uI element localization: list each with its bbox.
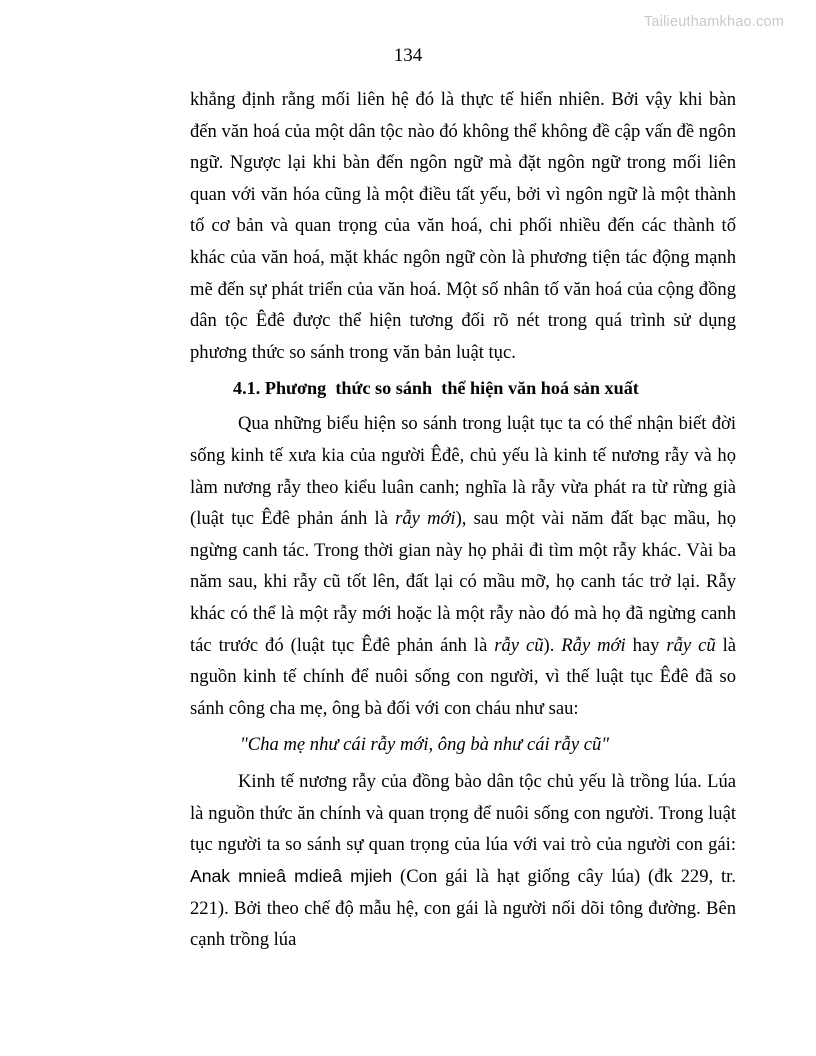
paragraph-text-run: ), sau một vài năm đất bạc mầu, họ ngừng canh tác. Trong thời gian này họ phải đi tìm một rẫy khác. Vài ba năm sau, khi rẫy cũ tốt lên, đất lại có mầu mỡ, họ canh tác trở lại. Rẫy khác có thể là một rẫy mới hoặc là một rẫy nào đó mà họ đã ngừng canh tác trước đó (luật tục Êđê phản ánh là <box>190 508 737 656</box>
watermark-text: Tailieuthamkhao.com <box>643 14 784 30</box>
paragraph-text-run: là nguồn kinh tế chính để nuôi sống con người, vì thế luật tục Êđê đã so sánh công cha mẹ, ông bà đối với con cháu như sau: <box>190 634 736 719</box>
italic-term-ray-cu-2: rẫy cũ <box>666 634 716 656</box>
paragraph-text-run: (Con gái là hạt giống cây lúa) (đk 229, tr. 221). Bởi theo chế độ mẫu hệ, con gái là người nối dõi tông đường. Bên cạnh trồng lúa <box>190 866 736 951</box>
italic-term-ray-moi-2: Rẫy mới <box>561 634 626 656</box>
paragraph-text-run: ). <box>543 634 562 656</box>
section-heading-4-1: 4.1. Phương thức so sánh thể hiện văn hoá sản xuất <box>233 378 639 399</box>
ede-language-term: Anak mnieâ mdieâ mjieh <box>190 866 393 887</box>
paragraph-text-run: Qua những biểu hiện so sánh trong luật tục ta có thể nhận biết đời sống kinh tế xưa kia của người Êđê, chủ yếu là kinh tế nương rẫy và họ làm nương rẫy theo kiểu luân canh; nghĩa là rẫy vừa phát ra từ rừng già (luật tục Êđê phản ánh là <box>190 413 736 530</box>
italic-term-ray-moi-1: rẫy mới <box>395 508 456 530</box>
block-quotation-proverb: "Cha mẹ như cái rẫy mới, ông bà như cái rẫy cũ" <box>240 734 610 756</box>
paragraph-text-run: Kinh tế nương rẫy của đồng bào dân tộc chủ yếu là trồng lúa. Lúa là nguồn thức ăn chính và quan trọng để nuôi sống con người. Trong luật tục người ta so sánh sự quan trọng của lúa với vai trò của người con gái: <box>190 771 736 856</box>
paragraph-continuation: khẳng định rằng mối liên hệ đó là thực tế hiển nhiên. Bởi vậy khi bàn đến văn hoá của một dân tộc nào đó không thể không đề cập vấn đề ngôn ngữ. Ngược lại khi bàn đến ngôn ngữ mà đặt ngôn ngữ trong mối liên quan với văn hóa cũng là một điều tất yếu, bởi vì ngôn ngữ là một thành tố cơ bản và quan trọng của văn hoá, chi phối nhiều đến các thành tố khác của văn hoá, mặt khác ngôn ngữ còn là phương tiện tác động mạnh mẽ đến sự phát triển của văn hoá. Một số nhân tố văn hoá của cộng đồng dân tộc Êđê được thể hiện tương đối rõ nét trong quá trình sử dụng phương thức so sánh trong văn bản luật tục. <box>190 89 736 363</box>
paragraph-text-run: hay <box>625 634 667 656</box>
page-number: 134 <box>393 45 423 66</box>
paragraph-swidden-economy <box>190 408 736 724</box>
italic-term-ray-cu-1: rẫy cũ <box>494 634 544 656</box>
page-body <box>190 84 736 956</box>
paragraph-rice-culture <box>190 766 736 956</box>
